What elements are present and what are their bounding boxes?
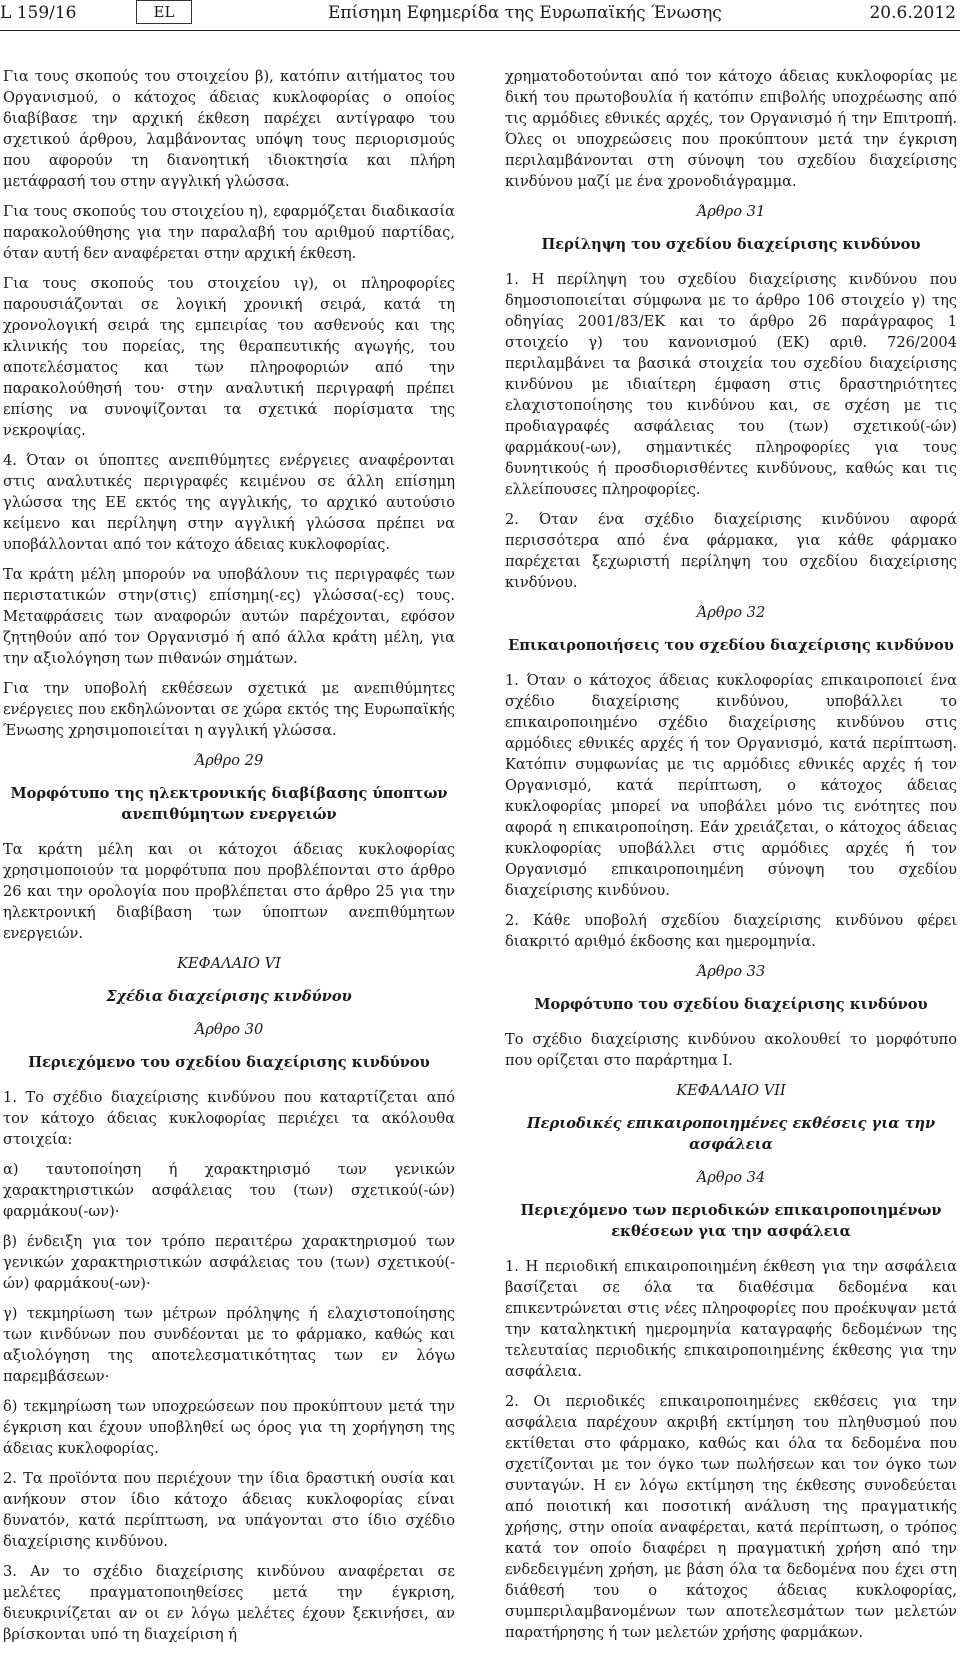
paragraph: 2. Όταν ένα σχέδιο διαχείρισης κινδύνου αφορά περισσότερα από ένα φάρμακα, για κάθε φάρμακο παρέχεται ξεχωριστή περίληψη του σχεδίου διαχείρισης κινδύνου. (505, 511, 957, 591)
header-rule (0, 30, 960, 31)
paragraph: Το σχέδιο διαχείρισης κινδύνου ακολουθεί το μορφότυπο που ορίζεται στο παράρτημα I. (505, 1031, 957, 1069)
paragraph: 1. Η περίληψη του σχεδίου διαχείρισης κινδύνου που δημοσιοποιείται σύμφωνα με το άρθρο 106 στοιχείο γ) της οδηγίας 2001/83/ΕΚ και το άρθρο 26 παράγραφος 1 στοιχείο γ) του κανονισμού (ΕΚ) αριθ. 726/2004 περιλαμβάνει τα βασικά στοιχεία του σχεδίου διαχείρισης κινδύνου με ιδιαίτερη έμφαση στις δραστηριότητες ελαχιστοποίησης του κινδύνου και, σε σχέση με τις προδιαγραφές ασφάλειας του (των) σχετικού(-ών) φαρμάκου(-ων), σημαντικές πληροφορίες για τους δυνητικούς ή προσδιορισθέντες κινδύνους, καθώς και τις ελλείπουσες πληροφορίες. (505, 271, 957, 498)
chapter-label: ΚΕΦΑΛΑΙΟ VI (177, 955, 281, 972)
list-item: δ) τεκμηρίωση των υποχρεώσεων που προκύπτουν μετά την έγκριση και έχουν υποβληθεί ως όρος για τη χορήγηση της άδειας κυκλοφορίας. (3, 1398, 455, 1457)
page-number: L 159/16 (0, 3, 77, 23)
article-title: Περίληψη του σχεδίου διαχείρισης κινδύνου (541, 236, 921, 253)
article-title: Περιεχόμενο του σχεδίου διαχείρισης κινδύνου (28, 1054, 430, 1071)
list-item: γ) τεκμηρίωση των μέτρων πρόληψης ή ελαχιστοποίησης των κινδύνων που συνδέονται με το φάρμακο, καθώς και αξιολόγηση της αποτελεσματικότητας των εν λόγω παρεμβάσεων· (3, 1305, 455, 1385)
paragraph: Τα κράτη μέλη μπορούν να υποβάλουν τις περιγραφές των περιστατικών στην(στις) επίσημη(-ες) γλώσσα(-ες) τους. Μεταφράσεις των αναφορών αυτών παρέχονται, εφόσον ζητηθούν από τον Οργανισμό ή από άλλα κράτη μέλη, για την αξιολόγηση των πιθανών σημάτων. (3, 566, 455, 667)
article-title: Μορφότυπο του σχεδίου διαχείρισης κινδύνου (534, 996, 928, 1013)
article-label: Άρθρο 29 (194, 752, 264, 769)
paragraph: Για την υποβολή εκθέσεων σχετικά με ανεπιθύμητες ενέργειες που εκδηλώνονται σε χώρα εκτός της Ευρωπαϊκής Ένωσης χρησιμοποιείται η αγγλική γλώσσα. (3, 680, 455, 739)
paragraph: 2. Τα προϊόντα που περιέχουν την ίδια δραστική ουσία και ανήκουν στον ίδιο κάτοχο άδειας κυκλοφορίας είναι δυνατόν, κατά περίπτωση, να υπάγονται στο ίδιο σχέδιο διαχείρισης κινδύνου. (3, 1470, 455, 1550)
publication-date: 20.6.2012 (869, 3, 956, 23)
paragraph: Για τους σκοπούς του στοιχείου η), εφαρμόζεται διαδικασία παρακολούθησης για την παραλαβή του αριθμού παρτίδας, όταν αυτή δεν αναφέρεται στην αρχική έκθεση. (3, 203, 455, 262)
article-title: Μορφότυπο της ηλεκτρονικής διαβίβασης ύποπτων ανεπιθύμητων ενεργειών (10, 785, 448, 823)
article-label: Άρθρο 34 (696, 1169, 766, 1186)
paragraph: 2. Κάθε υποβολή σχεδίου διαχείρισης κινδύνου φέρει διακριτό αριθμό έκδοσης και ημερομηνία. (505, 912, 957, 950)
list-item: α) ταυτοποίηση ή χαρακτηρισμό των γενικών χαρακτηριστικών ασφάλειας του (των) σχετικού(-ών) φαρμάκου(-ων)· (3, 1161, 455, 1220)
chapter-title: Περιοδικές επικαιροποιημένες εκθέσεις για την ασφάλεια (526, 1115, 936, 1153)
chapter-title: Σχέδια διαχείρισης κινδύνου (106, 988, 352, 1005)
left-column (3, 66, 455, 1654)
paragraph: Για τους σκοπούς του στοιχείου β), κατόπιν αιτήματος του Οργανισμού, ο κάτοχος άδειας κυκλοφορίας ο οποίος διαβίβασε την αρχική έκθεση παρέχει αντίγραφο του σχετικού άρθρου, λαμβάνοντας υπόψη τους περιορισμούς που αφορούν τη διανοητική ιδιοκτησία και πλήρη μετάφρασή του στην αγγλική γλώσσα. (3, 68, 455, 190)
chapter-label: ΚΕΦΑΛΑΙΟ VII (676, 1082, 786, 1099)
paragraph: 2. Οι περιοδικές επικαιροποιημένες εκθέσεις για την ασφάλεια παρέχουν ακριβή εκτίμηση του πληθυσμού που εκτίθεται στο φάρμακο, καθώς και όλα τα δεδομένα που σχετίζονται με τον όγκο των πωλήσεων και τον όγκο των συνταγών. Η εν λόγω εκτίμηση της έκθεσης συνοδεύεται από ποιοτική και ποσοτική ανάλυση της πραγματικής χρήσης, στην οποία αναφέρεται, κατά περίπτωση, ο τρόπος κατά τον οποίο διαφέρει η πραγματική χρήση από την ενδεδειγμένη χρήση, με βάση όλα τα δεδομένα που έχει στη διάθεσή του ο κάτοχος άδειας κυκλοφορίας, συμπεριλαμβανομένων των αποτελεσμάτων των μελετών παρατήρησης ή των μελετών χρήσης φαρμάκων. (505, 1393, 957, 1641)
article-label: Άρθρο 30 (194, 1021, 264, 1038)
journal-title: Επίσημη Εφημερίδα της Ευρωπαϊκής Ένωσης (328, 3, 722, 23)
paragraph: Για τους σκοπούς του στοιχείου ιγ), οι πληροφορίες παρουσιάζονται σε λογική χρονική σειρά, κατά τη χρονολογική σειρά της εμπειρίας του ασθενούς και της κλινικής του πορείας, της θεραπευτικής αγωγής, του αποτελέσματος και των πληροφοριών από την παρακολούθησή του· στην αναλυτική περιγραφή πρέπει επίσης να συνοψίζονται τα σχετικά πορίσματα της νεκροψίας. (3, 275, 455, 439)
paragraph: 1. Το σχέδιο διαχείρισης κινδύνου που καταρτίζεται από τον κάτοχο άδειας κυκλοφορίας περιέχει τα ακόλουθα στοιχεία: (3, 1089, 455, 1148)
paragraph: χρηματοδοτούνται από τον κάτοχο άδειας κυκλοφορίας με δική του πρωτοβουλία ή κατόπιν επιβολής υποχρέωσης από τις αρμόδιες εθνικές αρχές, τον Οργανισμό ή την Επιτροπή. Όλες οι υποχρεώσεις που προκύπτουν μετά την έγκριση περιλαμβάνονται στη σύνοψη του σχεδίου διαχείρισης κινδύνου μαζί με ένα χρονοδιάγραμμα. (505, 68, 957, 190)
article-title: Περιεχόμενο των περιοδικών επικαιροποιημένων εκθέσεων για την ασφάλεια (520, 1202, 942, 1240)
article-label: Άρθρο 32 (696, 604, 766, 621)
list-item: β) ένδειξη για τον τρόπο περαιτέρω χαρακτηρισμού των γενικών χαρακτηριστικών ασφάλειας του (των) σχετικού(-ών) φαρμάκου(-ων)· (3, 1233, 455, 1292)
right-column (505, 66, 957, 1652)
article-title: Επικαιροποιήσεις του σχεδίου διαχείρισης κινδύνου (508, 637, 954, 654)
paragraph: 1. Η περιοδική επικαιροποιημένη έκθεση για την ασφάλεια βασίζεται σε όλα τα διαθέσιμα δεδομένα και επικεντρώνεται στις νέες πληροφορίες που προέκυψαν μετά την καταληκτική ημερομηνία καταγραφής δεδομένων της τελευταίας περιοδικής επικαιροποιημένης έκθεσης για την ασφάλεια. (505, 1258, 957, 1380)
article-label: Άρθρο 33 (696, 963, 766, 980)
article-label: Άρθρο 31 (696, 203, 766, 220)
language-box: EL (136, 0, 192, 24)
paragraph: 4. Όταν οι ύποπτες ανεπιθύμητες ενέργειες αναφέρονται στις αναλυτικές περιγραφές κειμένου σε άλλη επίσημη γλώσσα της ΕΕ εκτός της αγγλικής, το αρχικό αυτούσιο κείμενο και περίληψη στην αγγλική γλώσσα πρέπει να υποβάλλονται από τον κάτοχο άδειας κυκλοφορίας. (3, 452, 455, 553)
page-header (0, 0, 960, 34)
paragraph: Τα κράτη μέλη και οι κάτοχοι άδειας κυκλοφορίας χρησιμοποιούν τα μορφότυπα που προβλέπονται στο άρθρο 26 και την ορολογία που προβλέπεται στο άρθρο 25 για την ηλεκτρονική διαβίβαση των ύποπτων ανεπιθύμητων ενεργειών. (3, 841, 455, 942)
paragraph: 3. Αν το σχέδιο διαχείρισης κινδύνου αναφέρεται σε μελέτες πραγματοποιηθείσες μετά την έγκριση, διευκρινίζεται αν οι εν λόγω μελέτες έχουν ξεκινήσει, αν βρίσκονται υπό τη διαχείριση ή (3, 1563, 455, 1643)
paragraph: 1. Όταν ο κάτοχος άδειας κυκλοφορίας επικαιροποιεί ένα σχέδιο διαχείρισης κινδύνου, υποβάλλει το επικαιροποιημένο σχέδιο διαχείρισης κινδύνου στις αρμόδιες εθνικές αρχές ή τον Οργανισμό, κατά περίπτωση. Κατόπιν συμφωνίας με τις αρμόδιες εθνικές αρχές ή τον Οργανισμό, κατά περίπτωση, ο κάτοχος άδειας κυκλοφορίας μπορεί να υποβάλει μόνο τις ενότητες που αφορά η επικαιροποίηση. Εάν χρειάζεται, ο κάτοχος άδειας κυκλοφορίας υποβάλλει στις αρμόδιες αρχές ή τον Οργανισμό επικαιροποιημένη σύνοψη του σχεδίου διαχείρισης κινδύνου. (505, 672, 957, 899)
